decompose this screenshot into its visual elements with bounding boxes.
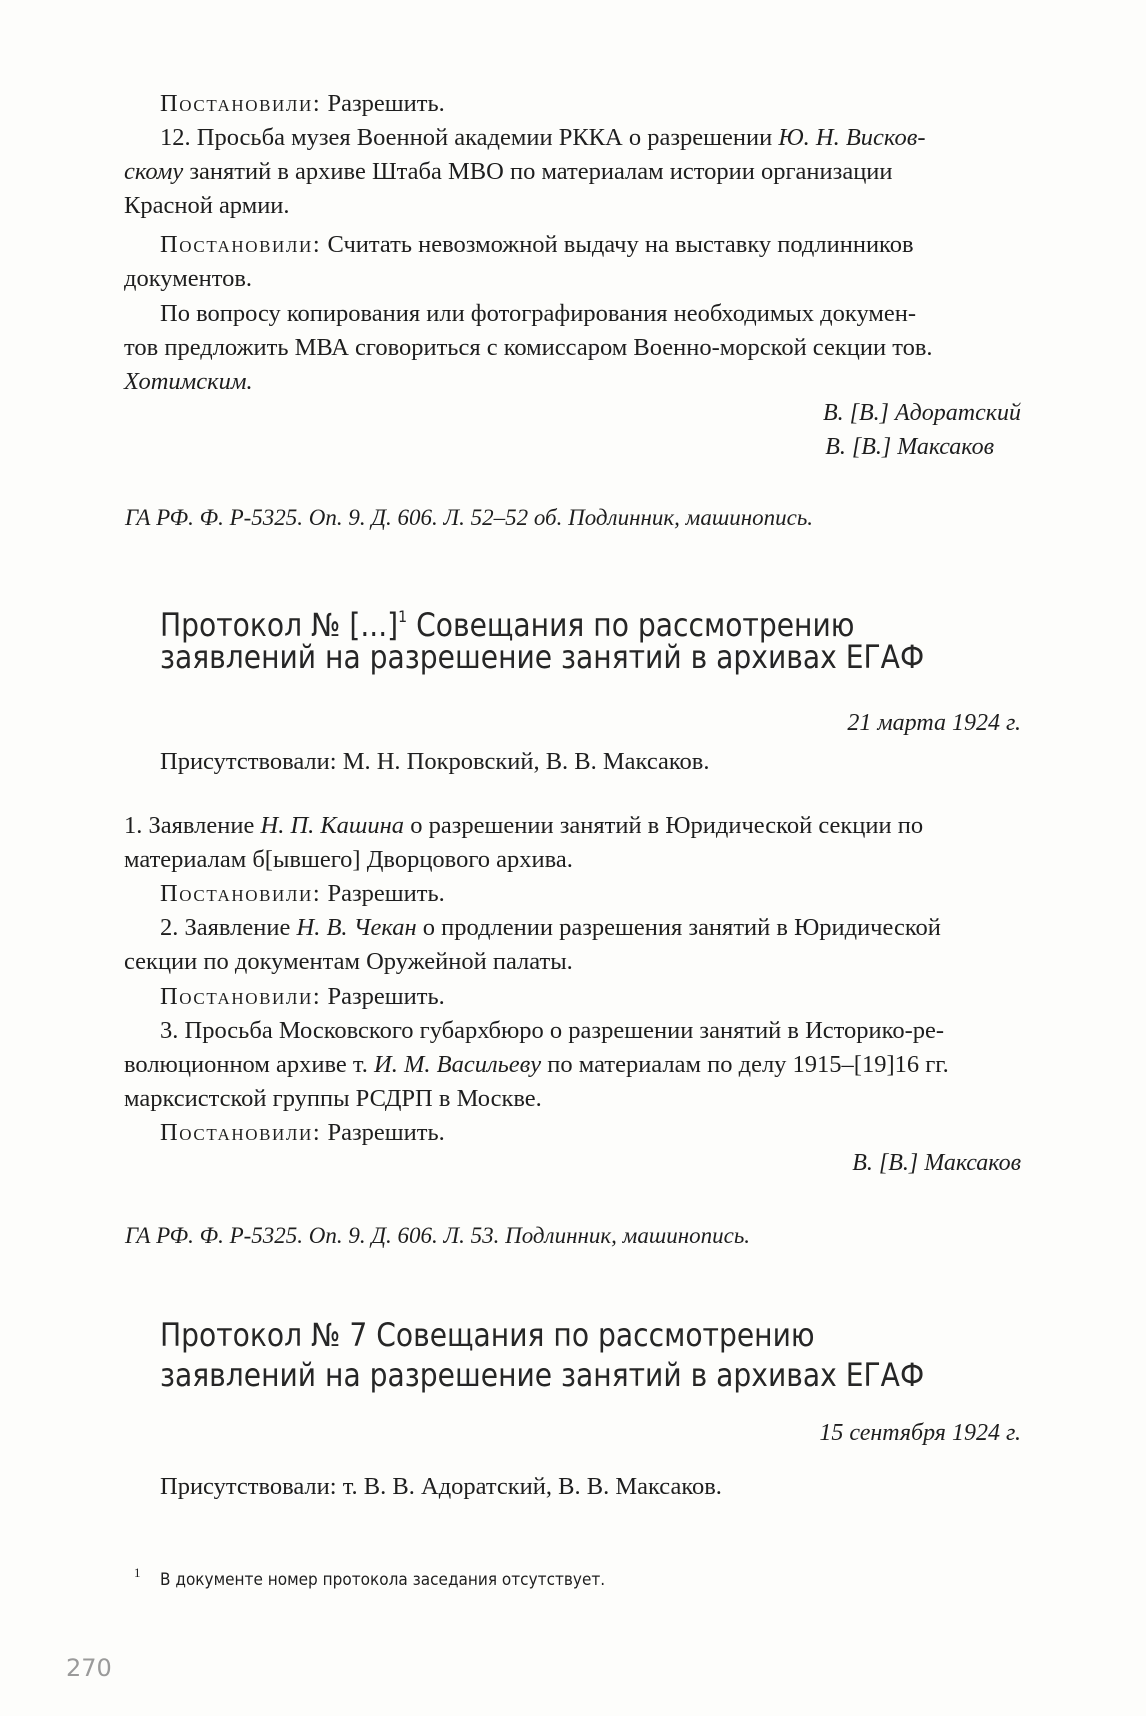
item-12-line-1 bbox=[160, 121, 1020, 155]
item-text: волюционном архиве т. bbox=[124, 1051, 374, 1078]
copy-paragraph-line-2: тов предложить МВА сговориться с комиссаром Военно-морской секции тов. bbox=[124, 334, 933, 361]
page-number: 270 bbox=[66, 1654, 112, 1682]
resolution-line bbox=[160, 1116, 445, 1150]
archive-source: ГА РФ. Ф. Р-5325. Оп. 9. Д. 606. Л. 52–52 об. Подлинник, машинопись. bbox=[125, 505, 814, 530]
item-text-rest: по материалам по делу 1915–[19]16 гг. bbox=[541, 1051, 949, 1078]
copy-paragraph-line-1: По вопросу копирования или фотографирования необходимых докумен- bbox=[160, 300, 917, 327]
resolved-label: Постановили: bbox=[160, 880, 322, 907]
item-12-line-2 bbox=[124, 155, 893, 189]
attendees: Присутствовали: М. Н. Покровский, В. В. Максаков. bbox=[160, 748, 710, 775]
signature-adoratsky: В. [В.] Адоратский bbox=[822, 400, 1021, 426]
item-12-line-3: Красной армии. bbox=[124, 192, 290, 219]
item-3-line-2 bbox=[124, 1048, 949, 1082]
protocol-heading: Протокол № 7 Совещания по рассмотрению bbox=[160, 1316, 815, 1354]
signature-maksakov: В. [В.] Максаков bbox=[852, 1150, 1021, 1176]
protocol-date: 21 марта 1924 г. bbox=[847, 710, 1021, 736]
resolution-line bbox=[160, 87, 445, 121]
copy-paragraph-name: Хотимским. bbox=[124, 368, 253, 395]
item-2-line-1 bbox=[160, 911, 941, 945]
resolved-text: Разрешить. bbox=[327, 90, 445, 117]
attendees: Присутствовали: т. В. В. Адоратский, В. В. Максаков. bbox=[160, 1473, 722, 1500]
item-12-text: 12. Просьба музея Военной академии РККА о разрешении bbox=[160, 124, 779, 151]
item-12-text-cont: занятий в архиве Штаба МВО по материалам истории организации bbox=[183, 158, 893, 185]
item-1-line-2: материалам б[ывшего] Дворцового архива. bbox=[124, 846, 573, 873]
person-name: И. М. Васильеву bbox=[374, 1051, 542, 1078]
resolution-line bbox=[160, 980, 445, 1014]
person-name: Н. В. Чекан bbox=[296, 914, 417, 941]
resolved-text: Считать невозможной выдачу на выставку подлинников bbox=[327, 231, 914, 258]
item-1-line-1 bbox=[124, 809, 923, 843]
item-text-rest: о разрешении занятий в Юридической секции по bbox=[404, 812, 924, 839]
resolution-line-2-cont: документов. bbox=[124, 265, 253, 292]
item-3-line-1: 3. Просьба Московского губархбюро о разрешении занятий в Историко-ре- bbox=[160, 1017, 945, 1044]
footnote-mark: 1 bbox=[134, 1565, 141, 1580]
resolved-label: Постановили: bbox=[160, 90, 322, 117]
resolution-line-2 bbox=[160, 228, 914, 262]
protocol-heading-line-2: заявлений на разрешение занятий в архивах ЕГАФ bbox=[160, 1356, 925, 1394]
resolved-text: Разрешить. bbox=[327, 983, 445, 1010]
resolved-text: Разрешить. bbox=[327, 880, 445, 907]
item-text-rest: о продлении разрешения занятий в Юридической bbox=[416, 914, 941, 941]
item-text: 2. Заявление bbox=[160, 914, 297, 941]
resolved-label: Постановили: bbox=[160, 1119, 322, 1146]
person-name-cont: скому bbox=[124, 158, 184, 185]
resolved-label: Постановили: bbox=[160, 983, 322, 1010]
person-name: Н. П. Кашина bbox=[260, 812, 405, 839]
signature-maksakov: В. [В.] Максаков bbox=[825, 434, 994, 460]
item-text: 1. Заявление bbox=[124, 812, 261, 839]
resolution-line bbox=[160, 877, 445, 911]
footnote-reference[interactable]: 1 bbox=[398, 607, 408, 626]
resolved-label: Постановили: bbox=[160, 231, 322, 258]
protocol-date: 15 сентября 1924 г. bbox=[819, 1420, 1021, 1446]
person-name: Ю. Н. Висков- bbox=[778, 124, 926, 151]
heading-text: Протокол № [...] bbox=[160, 606, 399, 644]
protocol-heading-line-2: заявлений на разрешение занятий в архивах ЕГАФ bbox=[160, 638, 925, 676]
archive-source: ГА РФ. Ф. Р-5325. Оп. 9. Д. 606. Л. 53. Подлинник, машинопись. bbox=[125, 1223, 751, 1248]
item-2-line-2: секции по документам Оружейной палаты. bbox=[124, 948, 573, 975]
item-3-line-3: марксистской группы РСДРП в Москве. bbox=[124, 1085, 542, 1112]
heading-text-rest: Совещания по рассмотрению bbox=[407, 606, 855, 644]
resolved-text: Разрешить. bbox=[327, 1119, 445, 1146]
footnote-text: В документе номер протокола заседания отсутствует. bbox=[160, 1570, 606, 1590]
